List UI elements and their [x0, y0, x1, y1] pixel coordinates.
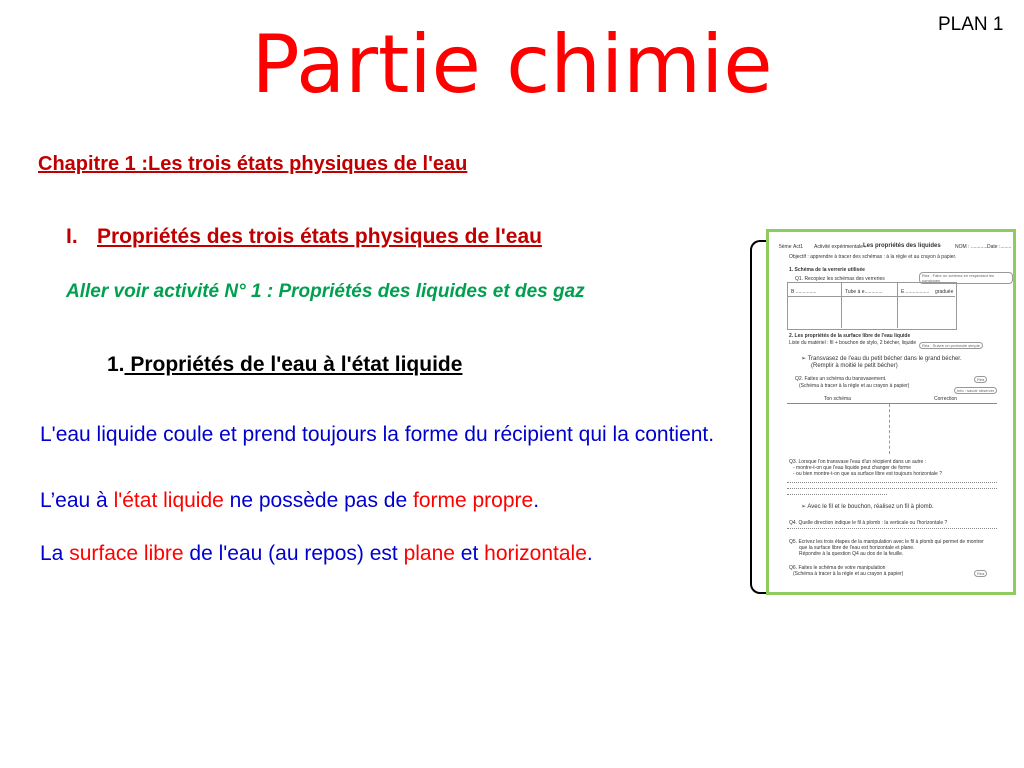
ws-q3: Q3. Lorsque l'on transvase l'eau d'un récipient dans un autre :: [789, 459, 927, 465]
highlight-span: horizontale: [484, 542, 587, 565]
ws-q3b: - ou bien montre-t-on que sa surface libre est toujours horizontale ?: [793, 471, 942, 477]
ws-answer-line: [787, 528, 997, 529]
ws-pill-4: Info : savoir observer: [954, 387, 997, 394]
paragraph-free-surface: [40, 542, 593, 566]
ws-section-1: 1. Schéma de la verrerie utilisée: [789, 267, 865, 273]
ws-answer-line: [787, 488, 997, 489]
ws-section-2: 2. Les propriétés de la surface libre de l'eau liquide: [789, 333, 911, 339]
ws-q6: Q6. Faites le schéma de votre manipulation: [789, 565, 886, 571]
ws-step-1: ➢ Transvasez de l'eau du petit bécher dans le grand bécher.: [801, 356, 962, 362]
ws-q5b: que la surface libre de l'eau est horizontale et plane.: [799, 545, 915, 551]
ws-table-divider: [787, 296, 955, 297]
ws-q2: Q2. Faites un schéma du transvasement.: [795, 376, 887, 382]
worksheet-thumbnail: [766, 229, 1016, 595]
ws-cell: graduée: [935, 289, 954, 295]
ws-q6b: (Schéma à tracer à la règle et au crayon à papier): [793, 571, 904, 577]
highlight-span: surface libre: [69, 542, 184, 565]
section-number: I.: [66, 225, 78, 248]
ws-pill-2: Réa : Suivre un protocole simple: [919, 342, 983, 349]
ws-column-divider: [889, 404, 890, 454]
bracket: [750, 240, 766, 594]
ws-rule: [787, 403, 997, 404]
activity-link[interactable]: Aller voir activité N° 1 : Propriétés des liquides et des gaz: [66, 281, 585, 302]
ws-step-1b: (Remplir à moitié le petit bécher): [811, 363, 898, 369]
highlight-span: forme propre: [412, 489, 534, 512]
highlight-span: plane: [403, 542, 455, 565]
text-span: L’eau à: [40, 489, 114, 512]
ws-table-divider: [897, 282, 898, 328]
ws-col-2: Correction: [934, 396, 958, 402]
chapter-heading: Chapitre 1 :Les trois états physiques de l'eau: [38, 153, 468, 175]
ws-answer-line: [787, 482, 997, 483]
ws-objectif: Objectif : apprendre à tracer des schémas : à la règle et au crayon à papier.: [789, 254, 957, 260]
text-span: et: [454, 542, 485, 565]
ws-cell: B ...............: [791, 289, 817, 295]
subsection-label: Propriétés de l'eau à l'état liquide: [124, 353, 463, 376]
paragraph-no-own-shape: [40, 489, 539, 513]
text-span: La: [40, 542, 70, 565]
ws-cell: E .................: [901, 289, 930, 295]
ws-answer-line: [787, 494, 887, 495]
text-span: .: [533, 489, 540, 512]
ws-date: Date :........: [987, 244, 1012, 250]
ws-q2b: (Schéma à tracer à la règle et au crayon à papier): [799, 383, 910, 389]
ws-pill-1: Réa : Faire un schéma en respectant les consignes: [919, 272, 1013, 284]
ws-level: 5ème: [779, 244, 792, 250]
ws-q5c: Répondre à la question Q4 au dos de la feuille.: [799, 551, 904, 557]
plan-label: PLAN 1: [938, 14, 1004, 35]
ws-act: Act1: [793, 244, 804, 250]
text-span: ne possède pas de: [223, 489, 413, 512]
section-heading: Propriétés des trois états physiques de l'eau: [97, 225, 542, 248]
ws-q3a: - montre-t-on que l'eau liquide peut changer de forme: [793, 465, 911, 471]
ws-table-divider: [841, 282, 842, 328]
ws-title: Les propriétés des liquides: [863, 243, 941, 249]
paragraph-liquid-shape: L'eau liquide coule et prend toujours la forme du récipient qui la contient.: [40, 423, 715, 446]
text-span: .: [586, 542, 593, 565]
ws-nom: NOM : ............: [955, 244, 988, 250]
ws-q5: Q5. Ecrivez les trois étapes de la manipulation avec le fil à plomb qui permet de montrer: [789, 539, 984, 545]
ws-type: Activité expérimentale :: [814, 244, 866, 250]
page-title: Partie chimie: [251, 18, 773, 111]
ws-step-2: ➢ Avec le fil et le bouchon, réalisez un fil à plomb.: [801, 504, 934, 510]
text-span: de l'eau (au repos) est: [183, 542, 404, 565]
ws-col-1: Ton schéma: [824, 396, 851, 402]
ws-q4: Q4. Quelle direction indique le fil à plomb : la verticale ou l'horizontale ?: [789, 520, 948, 526]
highlight-span: l'état liquide: [113, 489, 224, 512]
subsection-heading: [107, 353, 462, 377]
ws-q1: Q1. Recopiez les schémas des verreries: [795, 276, 885, 282]
subsection-number: 1.: [107, 353, 125, 376]
ws-cell: Tube à e.............: [845, 289, 883, 295]
ws-pill-5: Réa: [974, 570, 987, 577]
ws-pill-3: Réa: [974, 376, 987, 383]
ws-materiel: Liste du matériel : fil + bouchon de stylo, 2 bécher, liquide: [789, 340, 917, 346]
